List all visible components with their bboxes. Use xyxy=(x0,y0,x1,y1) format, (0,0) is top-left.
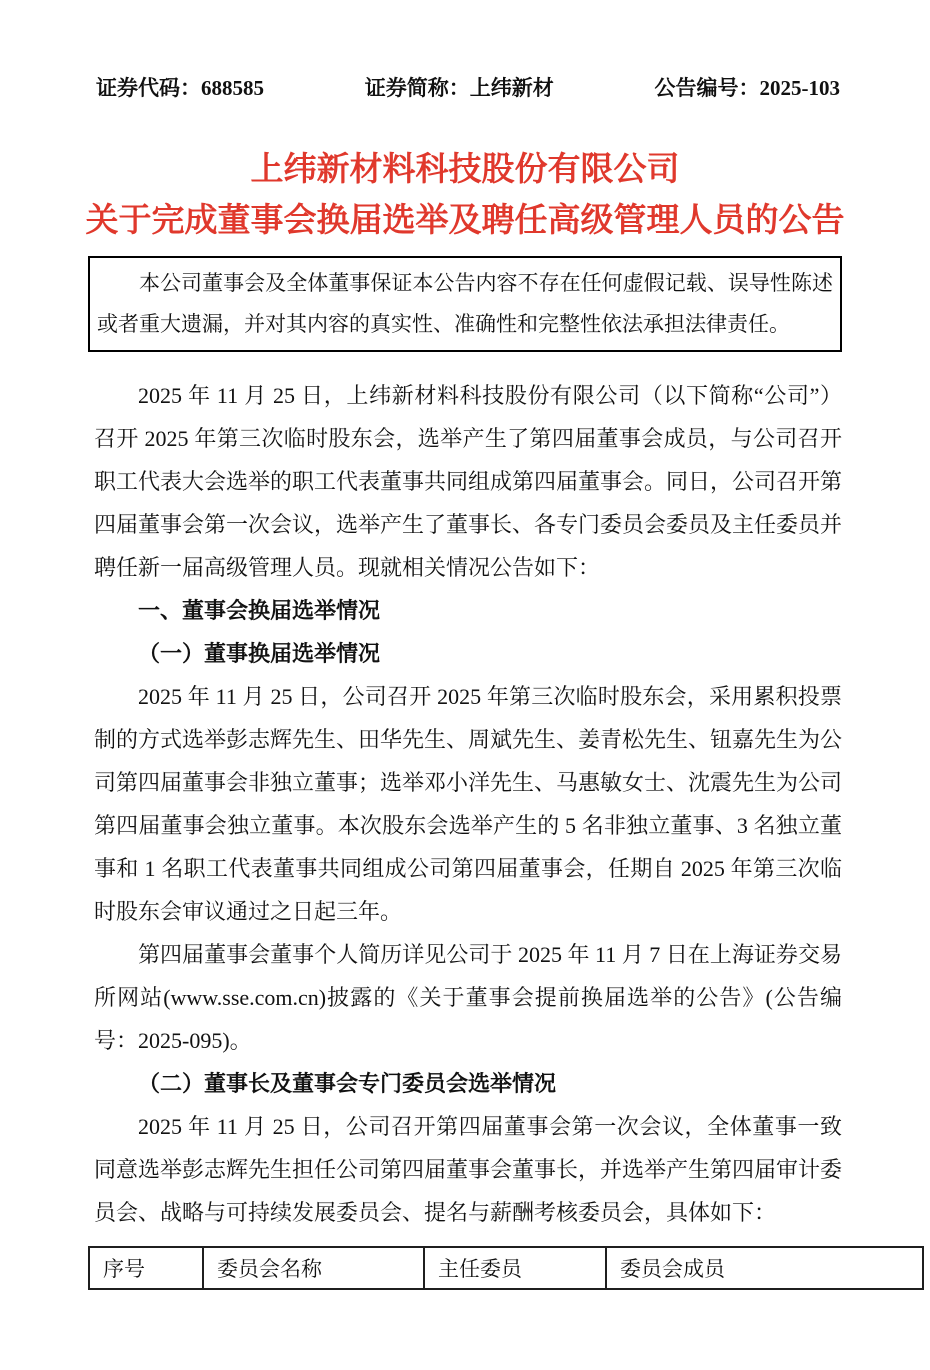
table-header-committee-name: 委员会名称 xyxy=(203,1247,424,1289)
document-body xyxy=(0,374,930,1234)
resume-disclosure-paragraph: 第四届董事会董事个人简历详见公司于 2025 年 11 月 7 日在上海证券交易所网站(www.sse.com.cn)披露的《关于董事会提前换届选举的公告》(公告编号：2025-095)。 xyxy=(94,942,842,1053)
section-1-1-heading: （一）董事换届选举情况 xyxy=(138,641,381,666)
table-header-row xyxy=(89,1247,923,1289)
stock-name: 证券简称：上纬新材 xyxy=(364,76,554,100)
table-header-members: 委员会成员 xyxy=(606,1247,923,1289)
intro-paragraph: 2025 年 11 月 25 日，上纬新材料科技股份有限公司（以下简称“公司”）召开 2025 年第三次临时股东会，选举产生了第四届董事会成员，与公司召开职工代表大会选举的职工代表董事共同组成第四届董事会。同日，公司召开第四届董事会第一次会议，选举产生了董事长、各专门委员会委员及主任委员并聘任新一届高级管理人员。现就相关情况公告如下： xyxy=(94,383,843,580)
securities-info-line xyxy=(0,0,930,102)
table-header-chair: 主任委员 xyxy=(424,1247,606,1289)
chairman-election-paragraph: 2025 年 11 月 25 日，公司召开第四届董事会第一次会议，全体董事一致同意选举彭志辉先生担任公司第四届董事会董事长，并选举产生第四届审计委员会、战略与可持续发展委员会、提名与薪酬考核委员会，具体如下： xyxy=(94,1114,843,1225)
disclaimer-text: 本公司董事会及全体董事保证本公告内容不存在任何虚假记载、误导性陈述或者重大遗漏，并对其内容的真实性、准确性和完整性依法承担法律责任。 xyxy=(97,271,833,336)
announcement-title: 关于完成董事会换届选举及聘任高级管理人员的公告 xyxy=(85,201,845,238)
section-1-2-heading: （二）董事长及董事会专门委员会选举情况 xyxy=(138,1071,557,1096)
disclaimer-box xyxy=(88,256,842,352)
section-1-heading: 一、董事会换届选举情况 xyxy=(138,598,381,623)
committee-table xyxy=(88,1246,924,1290)
election-paragraph: 2025 年 11 月 25 日，公司召开 2025 年第三次临时股东会，采用累积投票制的方式选举彭志辉先生、田华先生、周斌先生、姜青松先生、钮嘉先生为公司第四届董事会非独立董事；选举邓小洋先生、马惠敏女士、沈震先生为公司第四届董事会独立董事。本次股东会选举产生的 5 名非独立董事、3 名独立董事和 1 名职工代表董事共同组成公司第四届董事会，任期自 2025 年第三次临时股东会审议通过之日起三年。 xyxy=(94,684,843,924)
announcement-number: 公告编号：2025-103 xyxy=(654,76,840,100)
table-header-seq: 序号 xyxy=(89,1247,203,1289)
stock-code: 证券代码：688585 xyxy=(96,76,264,100)
company-name-title: 上纬新材料科技股份有限公司 xyxy=(250,150,680,187)
announcement-title-block xyxy=(85,144,845,244)
